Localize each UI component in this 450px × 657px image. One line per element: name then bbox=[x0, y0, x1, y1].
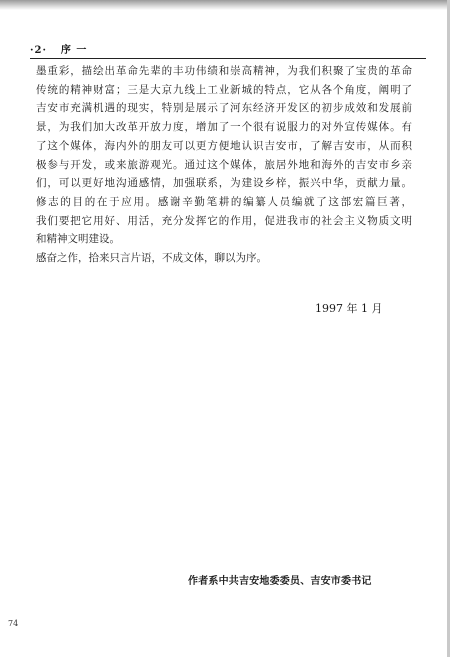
text-line: 我们要把它用好、用活，充分发挥它的作用，促进我市的社会主义物质文明 bbox=[36, 214, 412, 227]
text-line: 吉安市充满机遇的现实，特别是展示了河东经济开发区的初步成效和发展前 bbox=[36, 102, 412, 115]
body-text bbox=[36, 62, 412, 268]
section-title: 序 一 bbox=[60, 45, 88, 56]
text-line: 和精神文明建设。 bbox=[36, 233, 120, 246]
text-line: 了这个媒体，海内外的朋友可以更方便地认识吉安市，了解吉安市，从而积 bbox=[36, 139, 412, 152]
text-line: 传统的精神财富；三是大京九线上工业新城的特点，它从各个角度，阐明了 bbox=[36, 83, 412, 96]
running-header bbox=[30, 41, 87, 56]
text-line: 修志的目的在于应用。感谢辛勤笔耕的编纂人员编就了这部宏篇巨著， bbox=[36, 195, 412, 208]
text-line: 极参与开发，或来旅游观光。通过这个媒体，旅居外地和海外的吉安市乡亲 bbox=[36, 158, 412, 171]
text-line: 们，可以更好地沟通感情，加强联系，为建设乡梓，振兴中华，贡献力量。 bbox=[36, 177, 412, 190]
page-marker: ·2· bbox=[30, 45, 47, 56]
text-line: 感奋之作，拾来只言片语，不成文体，聊以为序。 bbox=[36, 252, 267, 265]
text-line: 墨重彩，描绘出革命先辈的丰功伟绩和崇高精神，为我们积聚了宝贵的革命 bbox=[36, 65, 412, 77]
text-line: 景，为我们加大改革开放力度，增加了一个很有说服力的对外宣传媒体。有 bbox=[36, 121, 412, 134]
scan-top-edge bbox=[0, 0, 450, 10]
header-rule bbox=[30, 58, 426, 59]
page-number: 74 bbox=[8, 619, 19, 628]
author-note: 作者系中共吉安地委委员、吉安市委书记 bbox=[188, 576, 372, 587]
signature-date: 1997 年 1 月 bbox=[315, 302, 383, 315]
